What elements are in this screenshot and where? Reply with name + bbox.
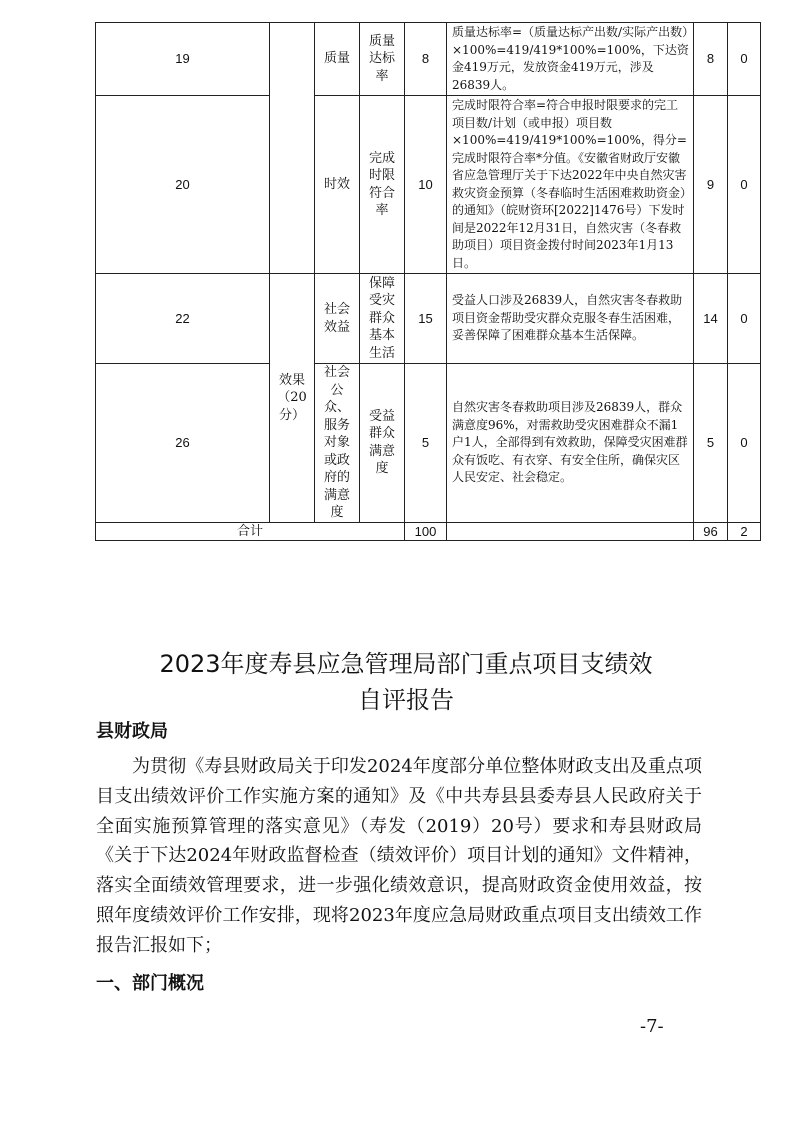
evaluation-description: 质量达标率=（质量达标产出数/实际产出数）×100%=419/419*100%=100%，下达资金419万元，发放资金419万元，涉及26839人。 (447, 23, 694, 96)
score-value: 9 (694, 96, 728, 274)
score-value: 5 (694, 364, 728, 523)
body-paragraph: 为贯彻《寿县财政局关于印发2024年度部分单位整体财政支出及重点项目支出绩效评价工作实施方案的通知》及《中共寿县县委寿县人民政府关于全面实施预算管理的落实意见》（寿发（2019）20号）要求和寿县财政局《关于下达2024年财政监督检查（绩效评价）项目计划的通知》文件精神，落实全面绩效管理要求，进一步强化绩效意识，提高财政资金使用效益，按照年度绩效评价工作安排，现将2023年度应急局财政重点项目支出绩效工作报告汇报如下； (96, 756, 702, 956)
evaluation-description: 自然灾害冬春救助项目涉及26839人，群众满意度96%，对需救助受灾困难群众不漏1户1人，全部得到有效救助，保障受灾困难群众有饭吃、有衣穿、有安全住所，确保灾区人民安定、社会稳定。 (447, 364, 694, 523)
table-row (96, 23, 761, 96)
total-description (447, 522, 694, 541)
level2-label: 质量 (315, 23, 360, 96)
weight-value: 5 (405, 364, 447, 523)
score-value: 8 (694, 23, 728, 96)
row-id: 19 (96, 23, 270, 96)
row-id: 20 (96, 96, 270, 274)
report-title-line2: 自评报告 (358, 686, 454, 714)
total-weight: 100 (405, 522, 447, 541)
weight-value: 8 (405, 23, 447, 96)
evaluation-description: 完成时限符合率=符合申报时限要求的完工项目数/计划（或申报）项目数×100%=419/419*100%=100%，得分=完成时限符合率*分值。《安徽省财政厅安徽省应急管理厅关于下达2022年中央自然灾害救灾资金预算（冬春临时生活困难救助资金）的通知》（皖财资环[2022]1476号）下发时间是2022年12月31日，自然灾害（冬春救助项目）项目资金拨付时间2023年1月13日。 (447, 96, 694, 274)
report-title-line1: 2023年度寿县应急管理局部门重点项目支绩效 (159, 650, 653, 678)
table-row (96, 96, 761, 274)
evaluation-description: 受益人口涉及26839人，自然灾害冬春救助项目资金帮助受灾群众克服冬春生活困难，妥善保障了困难群众基本生活保障。 (447, 274, 694, 364)
weight-value: 10 (405, 96, 447, 274)
section-heading: 一、部门概况 (96, 973, 204, 994)
level1-label: 效果（20分） (270, 274, 315, 523)
table-row (96, 364, 761, 523)
table-row (96, 274, 761, 364)
row-id: 26 (96, 364, 270, 523)
report-title (96, 646, 716, 718)
total-row (96, 522, 761, 541)
score-value: 14 (694, 274, 728, 364)
level3-label: 受益群众满意度 (360, 364, 405, 523)
page-number: -7- (640, 1016, 664, 1037)
deduct-value: 0 (728, 364, 761, 523)
deduct-value: 0 (728, 96, 761, 274)
level2-label: 社会效益 (315, 274, 360, 364)
org-heading: 县财政局 (96, 721, 168, 742)
level2-label: 时效 (315, 96, 360, 274)
total-deduct: 2 (728, 522, 761, 541)
row-id: 22 (96, 274, 270, 364)
level2-label: 社会公众、服务对象或政府的满意度 (315, 364, 360, 523)
evaluation-table (95, 22, 761, 541)
level1-cell-empty (270, 23, 315, 274)
weight-value: 15 (405, 274, 447, 364)
level3-label: 质量达标率 (360, 23, 405, 96)
deduct-value: 0 (728, 274, 761, 364)
level3-label: 完成时限符合率 (360, 96, 405, 274)
level3-label: 保障受灾群众基本生活 (360, 274, 405, 364)
total-label: 合计 (96, 522, 405, 541)
deduct-value: 0 (728, 23, 761, 96)
total-score: 96 (694, 522, 728, 541)
